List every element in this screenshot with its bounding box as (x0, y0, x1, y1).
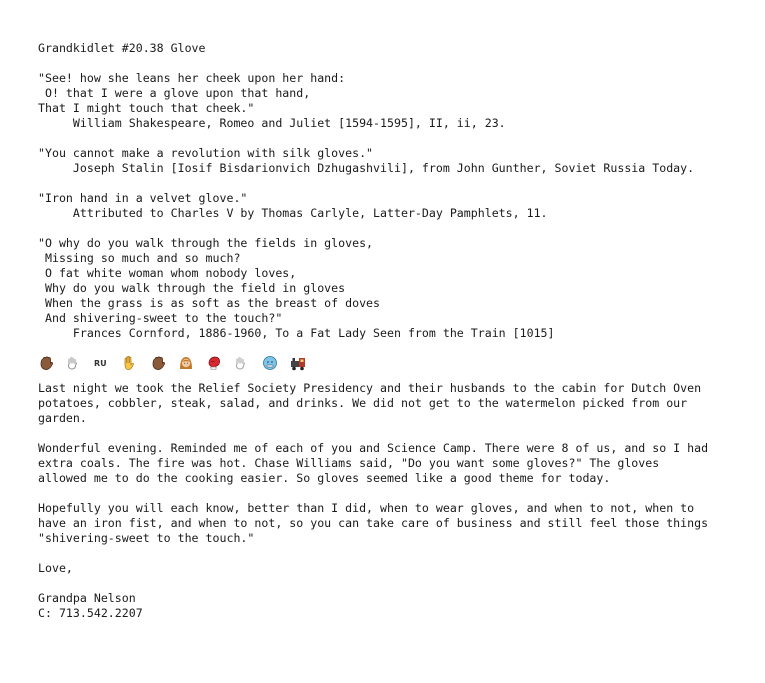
signature-name: Grandpa Nelson (38, 591, 136, 605)
cold-face-icon (262, 355, 290, 371)
quote-line: Missing so much and so much? (38, 251, 241, 265)
quote-line: "See! how she leans her cheek upon her hand: (38, 71, 346, 85)
document-body (38, 41, 738, 621)
quote-block (38, 236, 738, 341)
quote-line: "You cannot make a revolution with silk gloves." (38, 146, 374, 160)
document-title: Grandkidlet #20.38 Glove (38, 41, 206, 55)
raised-hand-yellow-icon (122, 355, 150, 371)
raised-back-of-hand-icon (150, 355, 178, 371)
quote-block (38, 146, 738, 176)
quote-block (38, 71, 738, 131)
raised-hand-icon (66, 355, 94, 371)
quote-line: "Iron hand in a velvet glove." (38, 191, 248, 205)
ru-flag-label: RU (94, 358, 107, 368)
quote-attribution: Joseph Stalin [Iosif Bisdarionvich Dzhugashvili], from John Gunther, Soviet Russia Today. (38, 161, 695, 175)
signature-phone: C: 713.542.2207 (38, 606, 143, 620)
quote-line: O! that I were a glove upon that hand, (38, 86, 311, 100)
quote-line: O fat white woman whom nobody loves, (38, 266, 297, 280)
quote-line: "O why do you walk through the fields in gloves, (38, 236, 374, 250)
woman-icon (178, 355, 206, 371)
letter-paragraph: Wonderful evening. Reminded me of each of you and Science Camp. There were 8 of us, and so I had extra coals. The fire was hot. Chase Williams said, "Do you want some gloves?" The gloves allowed me to do the cooking easier. So gloves seemed like a good theme for today. (38, 441, 709, 485)
ru-flag-icon (94, 355, 122, 371)
quote-block (38, 191, 738, 221)
emoji-row (38, 352, 738, 374)
quote-line: Why do you walk through the field in gloves (38, 281, 346, 295)
quote-line: That I might touch that cheek." (38, 101, 255, 115)
quote-line: When the grass is as soft as the breast of doves (38, 296, 381, 310)
letter-paragraph: Last night we took the Relief Society Presidency and their husbands to the cabin for Dutch Oven potatoes, cobbler, steak, salad, and drinks. We did not get to the watermelon picked from our garden. (38, 381, 702, 425)
raised-back-of-hand-icon (38, 355, 66, 371)
letter-paragraph: Hopefully you will each know, better than I did, when to wear gloves, and when to not, when to have an iron fist, and when to not, so you can take care of business and still feel those things "shivering-sweet to the touch." (38, 501, 709, 545)
raised-hand-outline-icon (234, 355, 262, 371)
letter-closing: Love, (38, 561, 73, 575)
quote-line: And shivering-sweet to the touch?" (38, 311, 283, 325)
quote-attribution: William Shakespeare, Romeo and Juliet [1594-1595], II, ii, 23. (38, 116, 506, 130)
boxing-glove-icon (206, 355, 234, 371)
quote-attribution: Attributed to Charles V by Thomas Carlyle, Latter-Day Pamphlets, 11. (38, 206, 548, 220)
locomotive-icon (290, 355, 318, 371)
quote-attribution: Frances Cornford, 1886-1960, To a Fat Lady Seen from the Train [1015] (38, 326, 555, 340)
